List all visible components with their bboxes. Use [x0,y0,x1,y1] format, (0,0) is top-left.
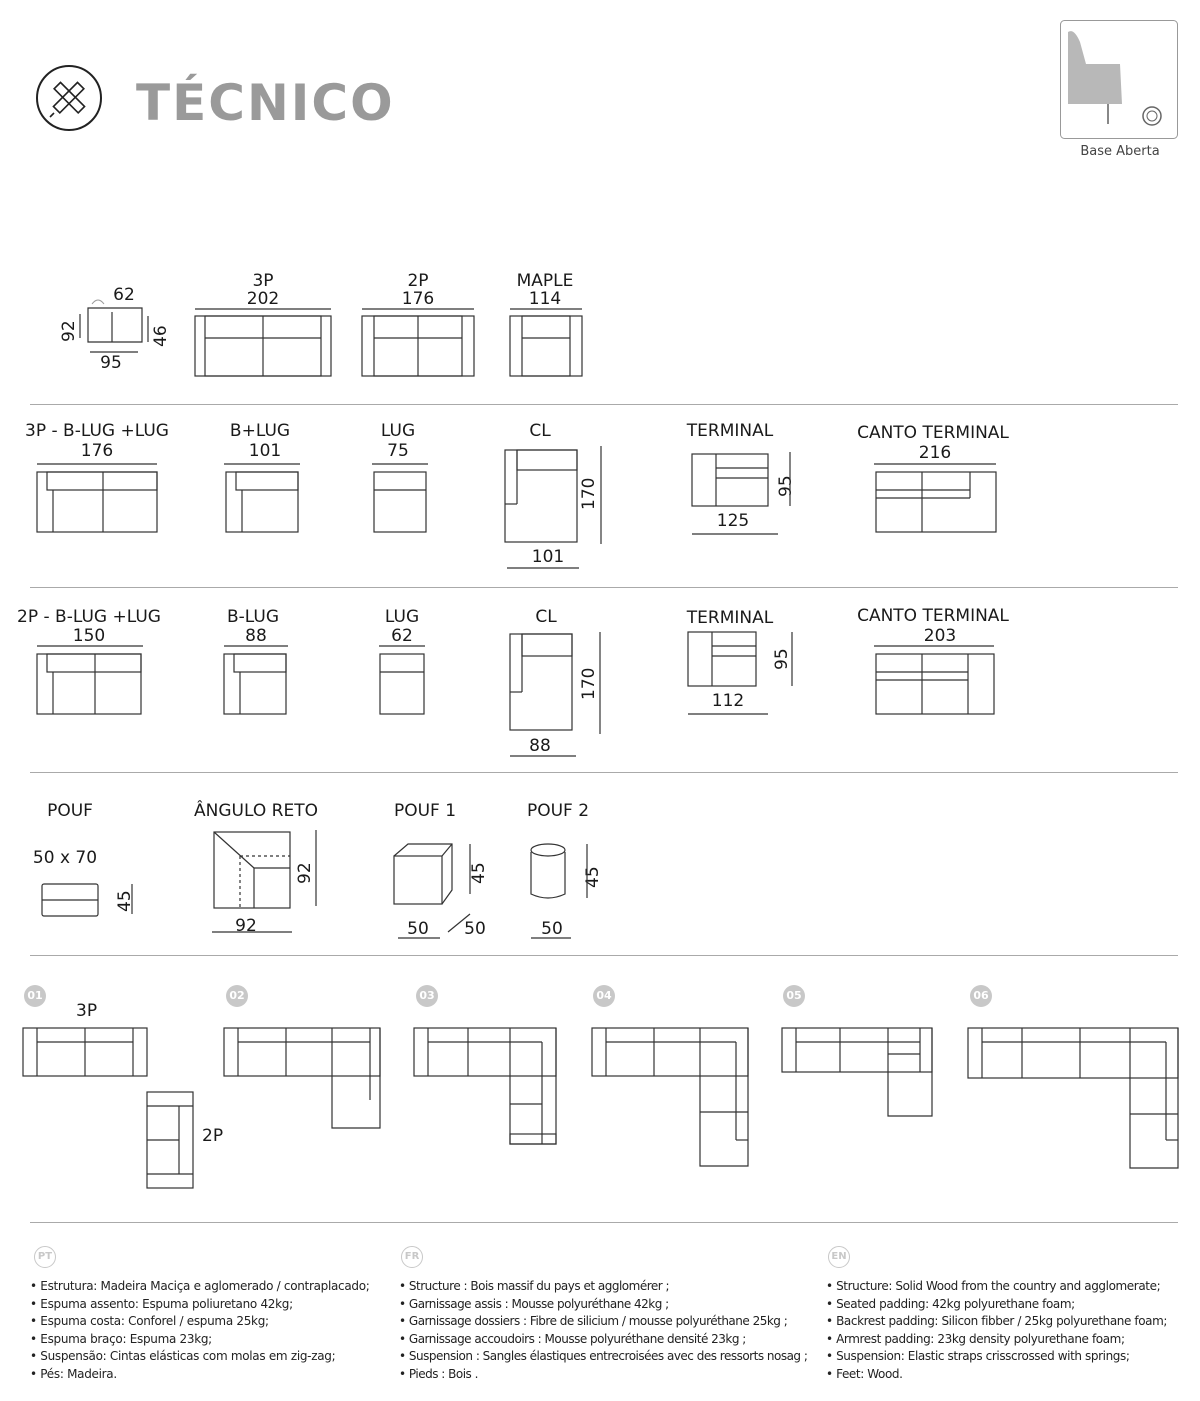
angulo-reto-dim: 92 [235,916,257,936]
config-01-drawing [20,1024,200,1194]
row3-item4-dim: 88 [529,736,551,756]
row2-item2-drawing [222,460,302,534]
side-seat-height-dim: 46 [151,325,171,347]
row3-item4-vdim: 170 [579,667,599,700]
row3-item4-drawing [508,630,608,760]
divider-4 [30,955,1178,956]
side-height-dim: 92 [59,320,79,342]
sofa-3p-label: 3P [252,271,274,291]
config-number-01: 01 [24,985,46,1007]
spec-line: • Suspensão: Cintas elásticas com molas em zig-zag; [30,1349,336,1364]
spec-line: • Espuma braço: Espuma 23kg; [30,1331,212,1346]
sofa-2p-drawing [360,308,476,378]
sofa-2p-label: 2P [407,271,429,291]
row3-item2-label: B-LUG [226,607,280,627]
spec-line: • Feet: Wood. [826,1366,903,1381]
maple-label: MAPLE [516,271,574,291]
spec-line: • Suspension : Sangles élastiques entrecroisées avec des ressorts nosag ; [399,1349,808,1364]
row2-item1-dim: 176 [80,441,114,461]
spec-list-pt [30,1278,370,1384]
row2-item3-drawing [370,460,430,534]
row2-item4-label: CL [529,421,551,441]
pouf2-label: POUF 2 [526,801,590,821]
pouf1-dim: 50 [407,919,429,939]
row3-item5-label: TERMINAL [686,608,774,628]
sofa-3p-dim: 202 [246,289,280,309]
config-2p-label: 2P [202,1126,224,1146]
page-title: TÉCNICO [136,74,395,132]
spec-line: • Estrutura: Madeira Maciça e aglomerado / contraplacado; [30,1279,370,1293]
row3-item3-drawing [377,642,427,716]
pouf1-label: POUF 1 [393,801,457,821]
row3-item1-drawing [35,642,145,716]
row3-item5-drawing [686,630,798,720]
row3-item6-dim: 203 [923,626,957,646]
pouf1-vdim: 45 [469,862,489,884]
spec-line: • Garnissage accoudoirs : Mousse polyuréthane densité 23kg ; [399,1331,746,1346]
row2-item4-dim: 101 [531,547,565,567]
spec-line: • Pieds : Bois . [399,1366,478,1381]
row3-item2-drawing [222,642,292,716]
side-view-drawing [70,294,180,354]
pouf1-drawing [390,840,490,940]
row3-item3-dim: 62 [391,626,413,646]
row2-item6-label: CANTO TERMINAL [857,423,1009,443]
config-06-drawing [966,1024,1186,1174]
lang-badge-fr: FR [401,1246,423,1268]
angulo-reto-label: ÂNGULO RETO [194,801,318,821]
row2-item3-label: LUG [380,421,416,441]
row3-item3-label: LUG [384,607,420,627]
spec-list-en [826,1278,1167,1384]
config-number-04: 04 [593,985,615,1007]
row2-item5-drawing [690,450,800,540]
row3-item1-dim: 150 [72,626,106,646]
row2-item5-dim: 125 [716,511,750,531]
config-number-02: 02 [226,985,248,1007]
row3-item6-label: CANTO TERMINAL [857,606,1009,626]
pouf-drawing [40,880,140,920]
sofa-2p-dim: 176 [401,289,435,309]
spec-line: • Structure: Solid Wood from the country and agglomerate; [826,1279,1161,1293]
config-number-03: 03 [416,985,438,1007]
lang-badge-en: EN [828,1246,850,1268]
row3-item5-dim: 112 [711,691,745,711]
row2-item3-dim: 75 [387,441,409,461]
technical-logo-icon [34,63,104,133]
config-number-05: 05 [783,985,805,1007]
spec-line: • Backrest padding: Silicon fibber / 25kg polyurethane foam; [826,1314,1168,1329]
config-05-drawing [780,1024,940,1124]
angulo-reto-vdim: 92 [295,862,315,884]
maple-dim: 114 [528,289,562,309]
spec-line: • Garnissage dossiers : Fibre de silicium / mousse polyuréthane 25kg ; [399,1314,788,1329]
maple-drawing [508,308,584,378]
row2-item2-label: B+LUG [229,421,291,441]
spec-line: • Espuma costa: Conforel / espuma 25kg; [30,1314,269,1329]
row3-item2-dim: 88 [245,626,267,646]
row2-item4-drawing [503,444,613,574]
side-width-dim: 62 [113,285,135,305]
spec-line: • Pés: Madeira. [30,1366,117,1381]
pouf-vdim: 45 [115,890,135,912]
row2-item1-label: 3P - B-LUG +LUG [25,421,169,441]
config-3p-label: 3P [76,1001,98,1021]
divider-5 [30,1222,1178,1223]
divider-1 [30,404,1178,405]
row2-item5-vdim: 95 [776,475,796,497]
row2-item6-drawing [872,460,1002,534]
row2-item5-label: TERMINAL [686,421,774,441]
row3-item1-label: 2P - B-LUG +LUG [17,607,161,627]
pouf-label: POUF [47,801,93,821]
base-aberta-icon [1060,20,1178,140]
spec-line: • Seated padding: 42kg polyurethane foam; [826,1296,1075,1311]
divider-3 [30,772,1178,773]
base-aberta-caption: Base Aberta [1080,144,1160,159]
sofa-3p-drawing [193,308,333,378]
config-number-06: 06 [970,985,992,1007]
side-depth-dim: 95 [100,353,122,373]
row2-item4-vdim: 170 [579,477,599,510]
pouf2-drawing [525,840,605,940]
config-04-drawing [590,1024,760,1174]
spec-line: • Armrest padding: 23kg density polyurethane foam; [826,1331,1125,1346]
pouf-dim: 50 x 70 [32,848,98,868]
lang-badge-pt: PT [34,1246,56,1268]
spec-line: • Garnissage assis : Mousse polyuréthane 42kg ; [399,1296,669,1311]
row2-item2-dim: 101 [248,441,282,461]
row2-item1-drawing [35,460,159,534]
pouf2-vdim: 45 [583,866,603,888]
config-03-drawing [412,1024,562,1154]
pouf2-dim: 50 [541,919,563,939]
pouf1-dim2: 50 [464,919,486,939]
angulo-reto-drawing [210,828,330,938]
spec-line: • Structure : Bois massif du pays et agglomérer ; [399,1279,670,1293]
row3-item4-label: CL [535,607,557,627]
row2-item6-dim: 216 [918,443,952,463]
config-02-drawing [222,1024,382,1134]
spec-line: • Espuma assento: Espuma poliuretano 42kg; [30,1296,293,1311]
spec-line: • Suspension: Elastic straps crisscrossed with springs; [826,1349,1130,1364]
divider-2 [30,587,1178,588]
row3-item6-drawing [872,642,1002,716]
spec-list-fr [399,1278,807,1384]
row3-item5-vdim: 95 [772,648,792,670]
